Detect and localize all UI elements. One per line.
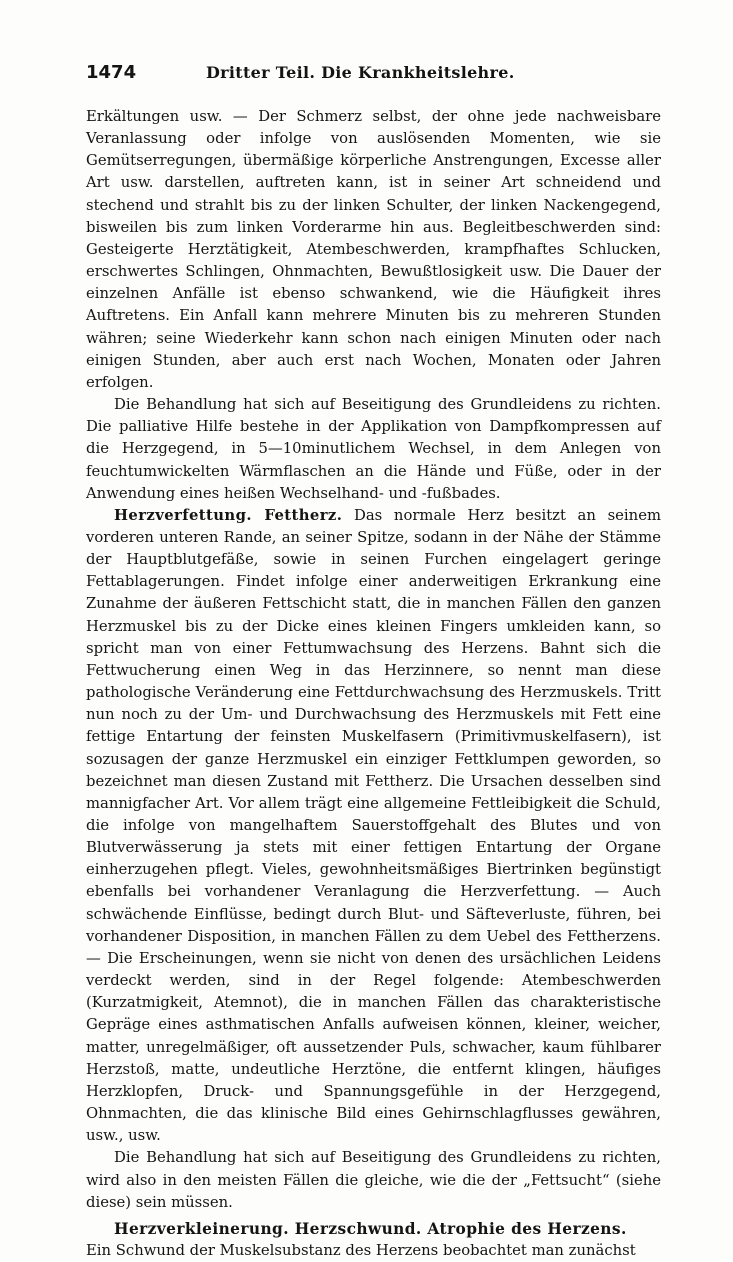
section-heading-heart-atrophy: Herzverkleinerung. Herzschwund. Atrophie des Herzens. xyxy=(114,1219,627,1238)
paragraph-angina-treatment: Die Behandlung hat sich auf Beseitigung des Grundleidens zu richten. Die palliative Hilfe bestehe in der Applikation von Dampfkompressen auf die Herzgegend, in 5—10minutlichem Wechsel, in dem Anlegen von feuchtumwickelten Wärmflaschen an die Hände und Füße, oder in der Anwendung eines heißen Wechselhand- und -fußbades. xyxy=(86,396,661,502)
paragraph-heart-atrophy: Ein Schwund der Muskelsubstanz des Herzens beobachtet man zunächst xyxy=(86,1241,636,1259)
running-head: Dritter Teil. Die Krankheitslehre. xyxy=(206,63,515,82)
page-number: 1474 xyxy=(86,62,137,83)
paragraph-fatty-heart-treatment: Die Behandlung hat sich auf Beseitigung des Grundleidens zu richten, wird also in den meisten Fällen die gleiche, wie die der „Fettsucht“ (siehe diese) sein müssen. xyxy=(86,1149,661,1211)
paragraph-fatty-heart xyxy=(86,505,661,1148)
paragraph-angina-symptoms: Erkältungen usw. — Der Schmerz selbst, der ohne jede nachweisbare Veranlassung oder infolge von auslösenden Momenten, wie sie Gemütserregungen, übermäßige körperliche Anstrengungen, Excesse aller Art usw. darstellen, auftreten kann, ist in seiner Art schneidend und stechend und strahlt bis zu der linken Schulter, der linken Nackengegend, bisweilen bis zum linken Vorderarme hin aus. Begleitbeschwerden sind: Gesteigerte Herztätigkeit, Atembeschwerden, krampfhaftes Schlucken, erschwertes Schlingen, Ohnmachten, Bewußtlosigkeit usw. Die Dauer der einzelnen Anfälle ist ebenso schwankend, wie die Häufigkeit ihres Auftretens. Ein Anfall kann mehrere Minuten bis zu mehreren Stunden währen; seine Wiederkehr kann schon nach einigen Minuten oder nach einigen Stunden, aber auch erst nach Wochen, Monaten oder Jahren erfolgen. xyxy=(86,108,661,391)
paragraph-fatty-heart-text: Das normale Herz besitzt an seinem vorderen unteren Rande, an seiner Spitze, sodann in der Nähe der Stämme der Hauptblutgefäße, sowie in seinen Furchen eingelagert geringe Fettablagerungen. Findet infolge einer anderweitigen Erkrankung eine Zunahme der äußeren Fettschicht statt, die in manchen Fällen den ganzen Herzmuskel bis zu der Dicke eines kleinen Fingers umkleiden kann, so spricht man von einer Fettumwachsung des Herzens. Bahnt sich die Fettwucherung einen Weg in das Herzinnere, so nennt man diese pathologische Veränderung eine Fettdurchwachsung des Herzmuskels. Tritt nun noch zu der Um- und Durchwachsung des Herzmuskels mit Fett eine fettige Entartung der feinsten Muskelfasern (Primitivmuskelfasern), ist sozusagen der ganze Herzmuskel ein einziger Fettklumpen geworden, so bezeichnet man diesen Zustand mit Fettherz. Die Ursachen desselben sind mannigfacher Art. Vor allem trägt eine allgemeine Fettleibigkeit die Schuld, die infolge von mangelhaftem Sauerstoffgehalt des Blutes und von Blutverwässerung ja stets mit einer fettigen Entartung der Organe einherzugehen pflegt. Vieles, gewohnheitsmäßiges Biertrinken begünstigt ebenfalls bei vorhandener Veranlagung die Herzverfettung. — Auch schwächende Einflüsse, bedingt durch Blut- und Säfteverluste, führen, bei vorhandener Disposition, in manchen Fällen zu dem Uebel des Fettherzens. — Die Erscheinungen, wenn sie nicht von denen des ursächlichen Leidens verdeckt werden, sind in der Regel folgende: Atembeschwerden (Kurzatmigkeit, Atemnot), die in manchen Fällen das charakteristische Gepräge eines asthmatischen Anfalls aufweisen können, kleiner, weicher, matter, unregelmäßiger, oft aussetzender Puls, schwacher, kaum fühlbarer Herzstoß, matte, undeutliche Herztöne, die entfernt klingen, häufiges Herzklopfen, Druck- und Spannungsgefühle in der Herzgegend, Ohnmachten, die das klinische Bild eines Gehirnschlagflusses gewähren, usw., usw. xyxy=(86,506,661,1145)
page-header xyxy=(86,62,661,96)
body-text xyxy=(86,106,661,1262)
section-heading-fatty-heart: Herzverfettung. Fettherz. xyxy=(114,506,343,524)
